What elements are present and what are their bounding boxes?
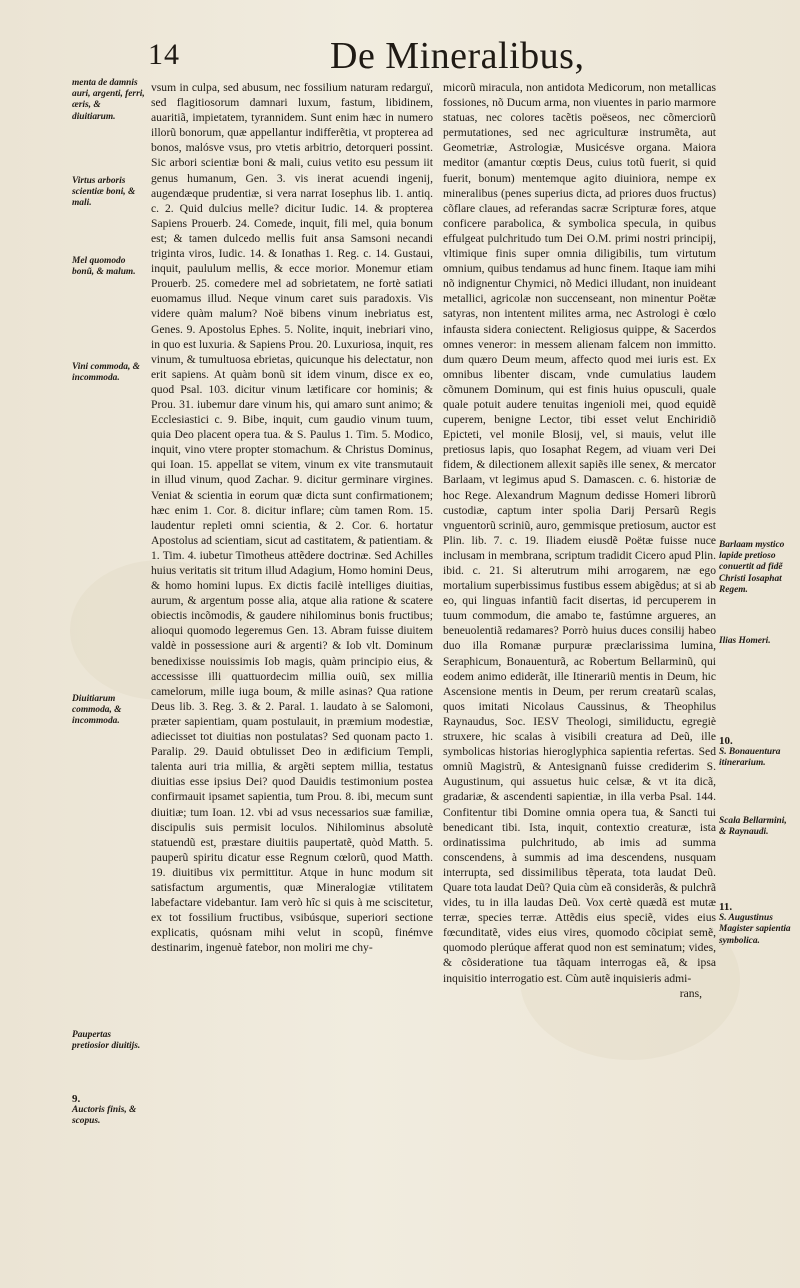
margin-note-label: Paupertas pretiosior diuitijs.	[72, 1030, 141, 1052]
margin-note	[719, 902, 793, 947]
margin-note	[719, 540, 793, 596]
margin-note	[72, 694, 146, 728]
margin-note-label: Scala Bellarmini, & Raynaudi.	[719, 816, 787, 838]
margin-note-number: 11.	[719, 901, 733, 913]
margin-note	[719, 636, 793, 647]
margin-note	[719, 736, 793, 770]
margin-note-label: S. Bonauentura itinerarium.	[719, 747, 781, 769]
margin-note	[72, 362, 146, 384]
margin-note-number: 10.	[719, 735, 733, 747]
margin-note-label: Virtus arboris scientiæ boni, & mali.	[72, 176, 136, 209]
margin-note	[72, 176, 146, 210]
left-text-column	[151, 80, 433, 955]
right-text-column	[443, 80, 716, 1001]
margin-note-label: Mel quomodo bonũ, & malum.	[72, 256, 136, 278]
margin-note-label: Diuitiarum commoda, & incommoda.	[72, 694, 122, 727]
margin-note-label: Ilias Homeri.	[719, 636, 771, 646]
margin-note	[72, 256, 146, 278]
margin-note	[72, 1030, 146, 1052]
margin-note-label: Auctoris finis, & scopus.	[72, 1105, 137, 1127]
margin-note-label: Vini commoda, & incommoda.	[72, 362, 140, 384]
left-column-text: vsum in culpa, sed abusum, nec fossilium naturam redarguï, sed flagitiosorum damnari luxum, fastum, libidinem, auaritiã, impietatem, tyrannidem. Sunt enim hæc in numero illorũ bonorum, quæ appellantur indifferẽtia, vt propterea ad bonos, malósve vsus, pro vtetis arbitrio, detorqueri possint. Sic arbori scientiæ boni & mali, cuius vetito esu pessum iit genus humanum, Gen. 3. vis inerat acuendi ingenij, augendæque prudentiæ, si vera narrat Iosephus lib. 1. antiq. c. 2. Quid dulcius melle? dicitur Iudic. 14. & propterea Sapiens Prouerb. 24. Comede, inquit, fili mel, quia bonum est; & tamen dulcedo mellis fuit ansa Samsoni necandi triginta viros, Iudic. 14. & Ionathas 1. Reg. c. 14. Gustaui, inquit, paululum mellis, & ecce morior. Monemur etiam Prouerb. 25. comedere mel ad sobrietatem, ne fortè satiati euomamus illud. Neque vinum caret suis paradoxis. Vis videre quàm malum? Noë bibens vinum inebriatus est, Genes. 9. Apostolus Ephes. 5. Nolite, inquit, inebriari vino, in quo est luxuria. & Sapiens Prou. 20. Luxuriosa, inquit, res vinum, & tumultuosa ebrietas, quicunque his delectatur, non erit sapiens. At quàm bonũ sit idem vinum, disce ex eo, quod Psal. 103. dicitur vinum lætificare cor hominis; & Prou. 31. iubemur dare vinum his, qui amaro sunt animo; & Ecclesiastici c. 9. Bibe, inquit, cum gaudio vinum tuum, quia Deo placent opera tua. & S. Paulus 1. Tim. 5. Modico, inquit, vino vtere propter stomachum. & Christus Dominus, qui Ioan. 15. appellat se vitem, vinum ex vite transmutauit in illud vinum, quod Zachar. 9. dicitur germinare virgines. Veniat & scientia in eorum quæ dicta sunt confirmationem; hæc enim 1. Cor. 8. dicitur inflare; cùm tamen Rom. 15. laudentur repleti omni scientia, & 2. Cor. 6. hortatur Apostolus ad scientiam, sicut ad castitatem, & patientiam. & 1. Tim. 4. iubetur Timotheus attẽdere doctrinæ. Sed Achilles huius veritatis sit tritum illud Adagium, Homo homini Deus, & homo homini lupus. Ex dictis facilè intelliges diuitias, aurum, & argentum posse alia, atque alia ratione & scatere obiectis incõmodis, & gaudere nihilominus bonis fructibus; alioqui quomodo legeremus Gen. 13. Abram fuisse diuitem valdè in possessione auri & argenti? & Iob vlt. Dominum benedixisse nouissimis Iob magis, quàm principio eius, & accessisse illi quattuordecim millia ouiũ, sex millia camelorum, mille iuga boum, & mille asinas? Qua ratione Deus lib. 3. Reg. 3. & 2. Paral. 1. laudato à se Salomoni, præter sapientiam, quam postulauit, in præmium modestiæ, adiecisset tot diuitias non postulatas? Sed quonam pacto 1. Paralip. 29. Dauid obtulisset Deo in ædificium Templi, talenta auri tria millia, & argẽti septem millia, testatus diuitias esse ipsius Dei? quod Dauidis testimonium postea confirmauit ipsamet sapientia, tum Prou. 8. ibi, mecum sunt diuitiæ; tum Ioan. 12. vbi ad vsus necessarios suæ familiæ, discipulis suis permisit loculos. Nihilominus absolutè statuendũ est, præstare diuitiis paupertatẽ, quòd Matth. 5. pauperũ spiritu dicatur esse Regnum cœlorũ, quod Matth. 19. diuitibus vix permittitur. Atque in hunc modum sit satisfactum argumentis, quæ Mineralogiæ vtilitatem labefactare videbantur. Iam verò hîc si quis à me sciscitetur, ex tot fossilium fructibus, vsibúsque, superiori sectione explicatis, quósnam mihi velut in scopũ, finémve destinarim, ingenuè fatebor, non moliri me chy-	[151, 81, 433, 955]
margin-note-label: menta de damnis auri, argenti, ferri, æris, & diuitiarum.	[72, 78, 145, 122]
running-head: De Mineralibus,	[330, 35, 585, 77]
margin-note	[72, 1094, 146, 1128]
right-column-text: micorũ miracula, non antidota Medicorum, non metallicas fossiones, nõ Ducum arma, non viuentes in pario marmore statuas, nec colores tacẽtis poëseos, nec cõmerciorũ permutationes, sed nec agriculturæ instrumẽta, aut Geometriæ, Astrologiæ, Musicésve organa. Maiora meditor (amantur cœptis Deus, cuius totũ fuerit, si quid fuerit, bonum) mentemque agito diuiniora, nempe ex mineralibus (penes superius dicta, ad priores duos fructus) cõflare claues, ad referandas sacræ Scripturæ fores, atque conficere parabolica, & symbolica specula, in quibus effulgeat pulchritudo tum Dei O.M. primi nostri principij, vltimique finis super omnia diligibilis, tum virtutum omnium, quibus tendamus ad hunc finem. Itaque iam mihi nõ indignentur Chymici, nõ Medici illudant, non inuideant metallici, agricolæ non succenseant, non minentur Poëtæ satyras, non intentent milites arma, nec Astrologi è cœlo infausta sidera coniectent. Religiosus quippe, & Sacerdos omnes veneror: in messem alienam falcem non immitto. dum quæro Deum meum, affecto quod mei iuris est. Ex omnibus libenter discam, vnde cumulatius laudem cõmunem Dominum, qui est finis huius opusculi, quale quale potuit audere tenuitas ingenioli mei, quod equidẽ cuperem, benigne Lector, tibi esset velut Enchiridiõ Epicteti, vel monile Blosij, vel, si mauis, velut ille pretiosus lapis, quo Iosaphat Regem, ad viuam veri Dei fidem, & dilectionem allexit sapiẽs ille senex, & mercator Barlaam, vt legimus apud S. Damascen. c. 6. historiæ de hoc Rege. Alexandrum Magnum dedisse Homeri librorũ custodiæ, captum inter spolia Darij Persarũ Regis vnguentorũ scriniũ, auro, gemmisque pretiosum, auctor est Plin. lib. 7. c. 19. Iliadem eiusdẽ Poëtæ fuisse nuce inclusam in membrana, scriptum tradidit Cicero apud Plin. ibid. c. 21. Si alterutrum mihi arrogarem, næ ego mortalium superbissimus fustibus essem abigẽdus; at si ab eo, qui linguas infantiũ facit disertas, id percuperem in tuum commodum, die amabo te, fastúmne argueres, an beneuolentiã redamares? Porrò huius duces consilij habeo duo illa Romanæ purpuræ præclarissima lumina, Seraphicum, Bonauenturã, ac Robertum Bellarminũ, qui eodem animo ediderãt, ille Itinerariũ mentis in Deum, hic Ascensione mentis in Deum, per rerum creatarũ scalas, quos imitati Nicolaus Caussinus, & Theophilus Raynaudus, Soc. IESV Theologi, similiductu, egregiè struxere, hic scalas à visibili creatura ad Deũ, ille symbolicas historias hieroglyphica sapientia refertas. Sed omniũ Magistrũ, & Antesignanũ fuisse crediderim S. Augustinum, qui assuetus huic celsæ, & vt ita dicã, gradariæ, & ascendenti sapientiæ, in illa verba Psal. 144. Confitentur tibi Domine omnia opera tua, & Sancti tui benedicant tibi. Ista, inquit, contextio creaturæ, ista ordinatissima pulchritudo, ab imis ad summa conscendens, à summis ad ima descendens, nusquam interrupta, sed dissimilibus tẽperata, tota laudat Deũ. Quare tota laudat Deũ? Quia cùm eã considerãs, & pulchrã vides, tu in illa laudas Deũ. Vox certè quædã est mutæ terræ, species terræ. Attẽdis eius speciẽ, vides eius fœcunditatẽ, vides eius vires, quomodo cõcipiat semẽ, quomodo plerúque afferat quod non est seminatum; vides, & cõsideratione tua tãquam interrogas eã, & ipsa inquisitio interrogatio est. Cùm autẽ inquisieris admi-	[443, 81, 716, 985]
margin-note	[72, 78, 146, 123]
margin-note-label: Barlaam mystico lapide pretioso conuertit ad fidẽ Christi Iosaphat Regem.	[719, 540, 785, 595]
page-number: 14	[148, 38, 180, 71]
margin-note-label: S. Augustinus Magister sapientia symbolica.	[719, 913, 791, 946]
catchword: rans,	[679, 986, 702, 1000]
margin-note-number: 9.	[72, 1093, 81, 1105]
margin-note	[719, 816, 793, 838]
